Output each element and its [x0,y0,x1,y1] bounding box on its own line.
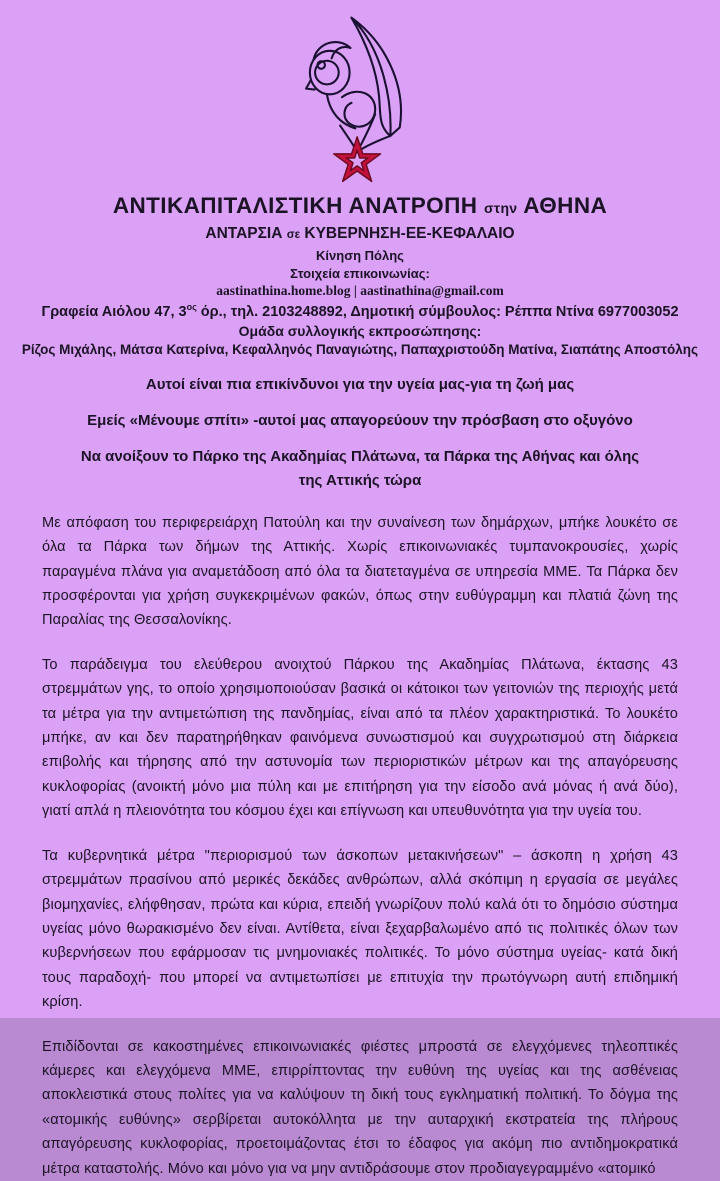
address-part2: όρ., τηλ. 2103248892, Δημοτική σύμβουλος: Ρέππα Ντίνα 6977003052 [196,303,679,320]
owl-breast [327,94,355,128]
headlines-block [0,373,720,492]
logo [0,0,720,188]
title-connector: στην [484,200,518,216]
owl-folded-wing [342,92,375,127]
paragraph-1: Με απόφαση του περιφερειάρχη Πατούλη και την συναίνεση των δημάρχων, μπήκε λουκέτο σε όλα τα Πάρκα των δήμων της Αττικής. Χωρίς επικοινωνιακές τυμπανοκρουσίες, χωρίς παραγμένα πλάνα για αναμετάδοση από όλα τα διατεταγμένα σε υπηρεσία ΜΜΕ. Τα Πάρκα δεν προσφέρονται για χρήση συγκεκριμένων φακών, όπως στην ευθύγραμμη και πλατιά ζώνη της Παραλίας της Θεσσαλονίκης. [42,514,678,629]
paragraph-2: Το παράδειγμα του ελεύθερου ανοιχτού Πάρκου της Ακαδημίας Πλάτωνα, έκτασης 43 στρεμμάτων γης, το οποίο χρησιμοποιούσαν βασικά οι κάτοικοι των γειτονιών της περιοχής μετά τα μέτρα για την αντιμετώπιση της πανδημίας, είναι από τα πλέον χαρακτηριστικά. Το λουκέτο μπήκε, αν και δεν παρατηρήθηκαν φαινόμενα συνωστισμού και συγχρωτισμού στη διάρκεια επιβολής και τήρησης από την αστυνομία των περιοριστικών μέτρων και της απαγόρευσης κυκλοφορίας (ανοικτή μόνο μια πύλη και με επιτήρηση για την είσοδο ανά μόνας ή ανά δύο), γιατί απλά η πλειονότητα του κόσμου έχει και επίγνωση και υπευθυνότητα για την υγεία του. [42,656,678,820]
blog-url: aastinathina.home.blog [216,283,351,298]
address-part1: Γραφεία Αιόλου 47, 3 [41,303,187,320]
address-ordinal-suffix: ος [186,302,197,312]
title-part1: ΑΝΤΙΚΑΠΙΤΑΛΙΣΤΙΚΗ ΑΝΑΤΡΟΠΗ [112,193,478,218]
paragraph-3: Τα κυβερνητικά μέτρα "περιορισμού των άσκοπων μετακινήσεων" – άσκοπη η χρήση 43 στρεμμάτων πρασίνου από μερικές δεκάδες ανθρώπων, αλλά σκόπιμη η εργασία σε μεγάλες βιομηχανίες, ελήφθησαν, πρώτα και κύρια, επειδή γνωρίζουν πολύ καλά ότι το δημόσιο σύστημα υγείας μόνο θωρακισμένο δεν είναι. Αντίθετα, είναι ξεχαρβαλωμένο από τις πολιτικές όλων των κυβερνήσεων που εφάρμοσαν τις μνημονιακές πολιτικές. Το μόνο σύστημα υγείας- κατά δική τους παραδοχή- που μπορεί να αντιμετωπίσει με επιτυχία την πρωτόγνωρη αυτή επιδημική κρίση. [42,847,678,1011]
headline-1: Αυτοί είναι πια επικίνδυνοι για την υγεία μας-για τη ζωή μας [145,375,575,393]
body-text [0,505,720,1181]
page-title [30,192,690,219]
headline-2: Εμείς «Μένουμε σπίτι» -αυτοί μας απαγορεύουν την πρόσβαση στο οξυγόνο [87,412,633,430]
contact-heading: Στοιχεία επικοινωνίας: [290,266,430,281]
owl-logo [285,12,435,188]
email-address: aastinathina@gmail.com [360,283,504,298]
title-part2: ΑΘΗΝΑ [523,193,608,218]
subtitle-connector: σε [286,229,301,241]
contact-links-line [0,283,720,299]
paragraph-4: Επιδίδονται σε κακοστημένες επικοινωνιακές φιέστες μπροστά σε ελεγχόμενες τηλεοπτικές κάμερες και ελεγχόμενα ΜΜΕ, επιρρίπτοντας την ευθύνη της υγείας και της ασθένειας αποκλειστικά στους πολίτες για να καλύψουν τη δική τους εγκληματική πολιτική. Το δόγμα της «ατομικής ευθύνης» σερβίρεται αυτοκόλλητα με την αυταρχική εκστρατεία της πλήρους απαγόρευσης κυκλοφορίας, προετοιμάζοντας έτσι το έδαφος για ακόμη πιο αντιδημοκρατικά μέτρα καταστολής. Μόνο και μόνο για να μην αντιδράσουμε στον προδιαγεγραμμένο «ατομικό [42,1038,678,1177]
subtitle-part1: ΑΝΤΑΡΣΙΑ [205,225,283,242]
team-heading: Ομάδα συλλογικής εκπροσώπησης: [238,322,482,339]
subtitle-part2: ΚΥΒΕΡΝΗΣΗ-ΕΕ-ΚΕΦΑΛΑΙΟ [304,225,515,242]
links-separator: | [353,283,357,298]
page-subtitle [0,225,720,243]
team-members: Ρίζος Μιχάλης, Μάτσα Κατερίνα, Κεφαλληνός Παναγιώτης, Παπαχριστούδη Ματίνα, Σιαπάτης Αποστόλης [21,341,699,357]
headline-3: Να ανοίξουν το Πάρκο της Ακαδημίας Πλάτωνα, τα Πάρκα της Αθήνας και όλης της Αττικής τώρα [80,448,640,489]
office-address-line [0,302,720,320]
owl-eye [315,61,339,85]
movement-name: Κίνηση Πόλης [316,248,404,263]
